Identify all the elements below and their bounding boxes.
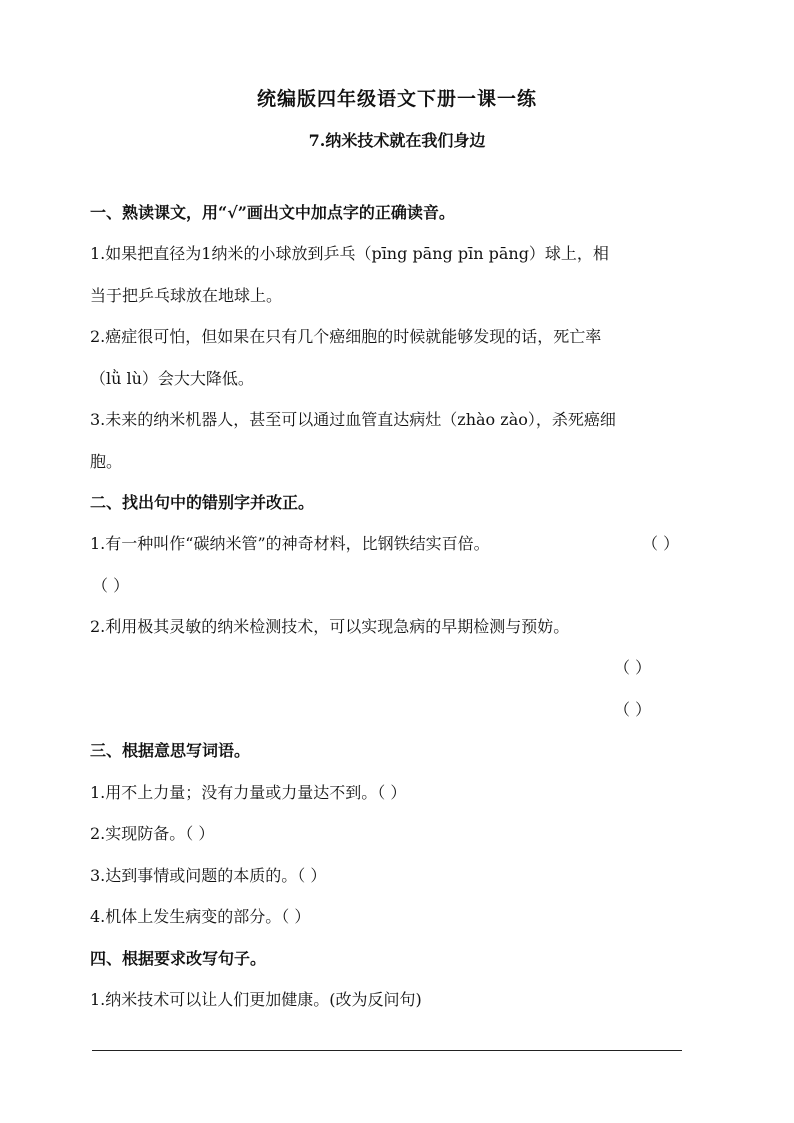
page-title: 统编版四年级语文下册一课一练 [256, 88, 537, 110]
section1-heading: 一、熟读课文，用“√”画出文中加点字的正确读音。 [90, 203, 455, 222]
section2-heading: 二、找出句中的错别字并改正。 [90, 493, 315, 512]
section2-q2-answer-paren-2: （ ） [614, 700, 652, 719]
section2-q1-answer-paren: （ ） [642, 534, 680, 553]
section1-q3-line1: 3.未来的纳米机器人，甚至可以通过血管直达病灶（zhào zào），杀死癌细 [90, 410, 616, 429]
lesson-subtitle: 7.纳米技术就在我们身边 [308, 131, 486, 150]
section3-q2: 2.实现防备。（ ） [90, 824, 215, 843]
section2-q1-text: 1.有一种叫作“碳纳米管”的神奇材料，比钢铁结实百倍。 [90, 534, 490, 553]
section1-q3-line2: 胞。 [90, 452, 123, 471]
section1-q1-line2: 当于把乒乓球放在地球上。 [90, 286, 283, 305]
section3-q1: 1.用不上力量；没有力量或力量达不到。（ ） [90, 783, 407, 802]
section1-q2-line2: （lǜ lù）会大大降低。 [90, 369, 254, 388]
section4-q1: 1.纳米技术可以让人们更加健康。(改为反问句) [90, 990, 422, 1009]
section2-q2-answer-paren: （ ） [614, 658, 652, 677]
section1-q1-line1: 1.如果把直径为1纳米的小球放到乒乓（pīng pāng pīn pāng）球上，相 [90, 244, 609, 263]
answer-line [92, 1050, 682, 1051]
section2-q2-text: 2.利用极其灵敏的纳米检测技术，可以实现急病的早期检测与预妨。 [90, 617, 570, 636]
section3-q3: 3.达到事情或问题的本质的。（ ） [90, 866, 327, 885]
section1-q2-line1: 2.癌症很可怕，但如果在只有几个癌细胞的时候就能够发现的话，死亡率 [90, 327, 602, 346]
section3-q4: 4.机体上发生病变的部分。（ ） [90, 907, 311, 926]
section2-q1-answer-paren-2: （ ） [92, 576, 130, 595]
section4-heading: 四、根据要求改写句子。 [90, 949, 267, 968]
section3-heading: 三、根据意思写词语。 [90, 741, 251, 760]
